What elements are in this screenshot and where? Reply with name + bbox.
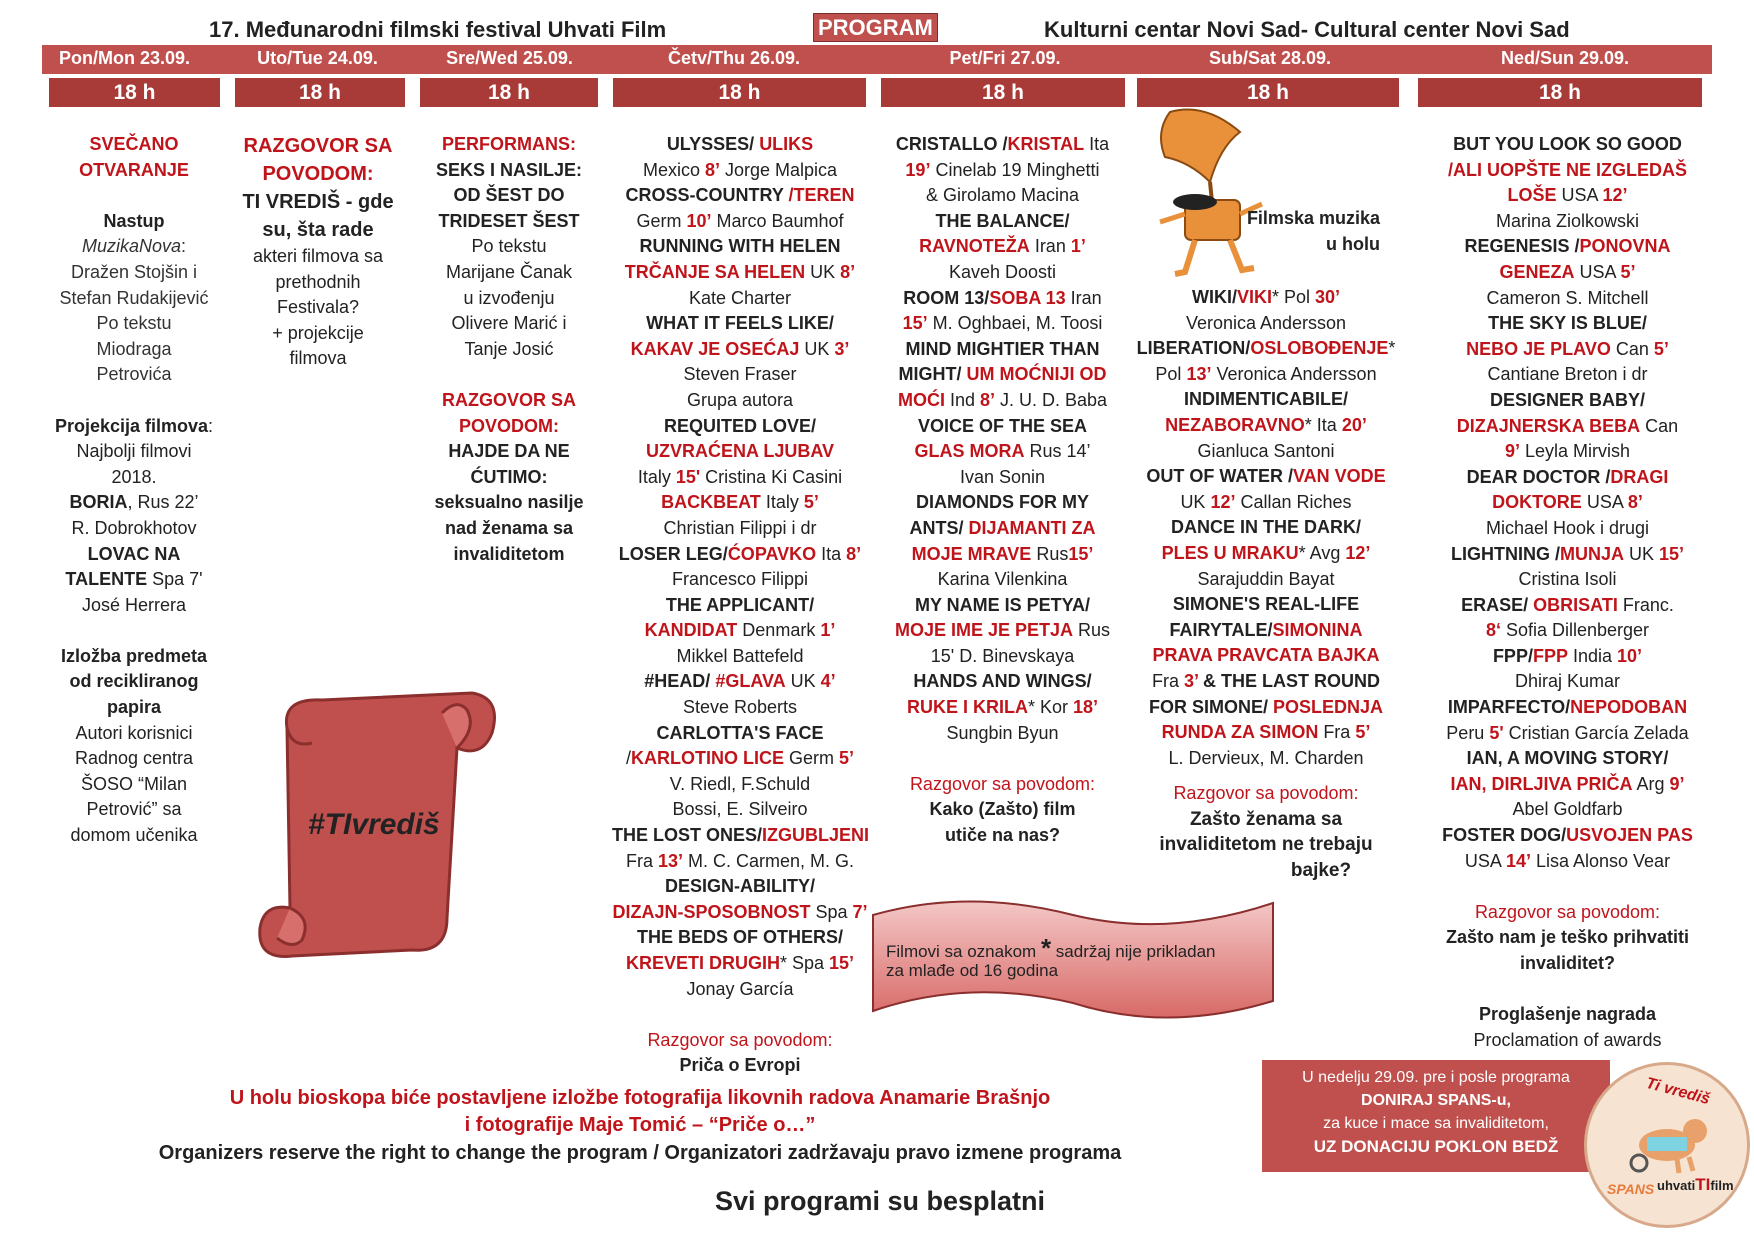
film-title: MIND MIGHTIER THAN: [905, 338, 1100, 359]
day-label-wed: Sre/Wed 25.09.: [446, 48, 573, 68]
film-author: Steven Fraser: [683, 364, 797, 385]
film-title-local: RUKE I KRILA* Kor 18’: [906, 697, 1099, 718]
film-title: WIKI/VIKI* Pol 30’: [1191, 287, 1341, 307]
talk-label: Razgovor sa povodom:: [909, 773, 1096, 794]
opening-title-2: OTVARANJE: [79, 159, 189, 180]
hour-sun: 18 h: [1418, 78, 1702, 107]
hour-fri: 18 h: [881, 78, 1125, 107]
performance-name: SEKS I NASILJE:: [435, 159, 583, 180]
talk-title-2: POVODOM:: [262, 163, 374, 185]
talk-topic: Zašto nam je teško prihvatiti: [1445, 927, 1690, 948]
hour-thu: 18 h: [613, 78, 866, 107]
talk-topic: bajke?: [1290, 860, 1352, 882]
film-title: CROSS-COUNTRY /TEREN: [625, 185, 855, 206]
film-title-local: DIZAJN-SPOSOBNOST Spa 7’: [612, 901, 868, 922]
age-warning-banner: [868, 893, 1278, 1023]
film-title: DEAR DOCTOR /DRAGI: [1466, 466, 1669, 487]
column-tue: [228, 132, 408, 372]
film-title: INDIMENTICABILE/: [1184, 389, 1348, 410]
film-title: LIGHTNING /MUNJA UK 15’: [1450, 543, 1685, 564]
talk-title: RAZGOVOR SA: [243, 135, 393, 157]
text-line: u izvođenju: [463, 287, 555, 308]
film-title: #HEAD/ #GLAVA UK 4’: [644, 671, 836, 692]
film-author: L. Dervieux, M. Charden: [1168, 747, 1364, 768]
film-title: CRISTALLO /KRISTAL Ita: [895, 134, 1110, 154]
talk-topic: invaliditet?: [1519, 953, 1615, 973]
film-title: MIGHT/ UM MOĆNIJI OD: [898, 364, 1107, 385]
film-author: Jonay García: [686, 978, 794, 999]
text-line: Po tekstu: [471, 236, 547, 257]
column-sat: [1130, 285, 1402, 884]
exhibition-title: od recikliranog: [69, 671, 199, 692]
film-meta: 19’ Cinelab 19 Minghetti: [905, 159, 1100, 180]
talk-topic: su, šta rade: [262, 219, 374, 241]
film-title: DIAMONDS FOR MY: [916, 492, 1089, 513]
performance-title: PERFORMANS:: [442, 134, 576, 154]
film-title: WHAT IT FEELS LIKE/: [646, 313, 834, 334]
text-line: Petrovića: [96, 364, 172, 385]
film-meta: Fra 13’ M. C. Carmen, M. G.: [625, 850, 855, 871]
talk-topic: seksualno nasilje: [434, 492, 584, 513]
day-label-tue: Uto/Tue 24.09.: [257, 48, 378, 68]
day-label-mon: Pon/Mon 23.09.: [58, 48, 191, 68]
column-thu: [612, 132, 868, 1079]
film-meta: 15' D. Binevskaya: [930, 645, 1075, 666]
text-line: ŠOSO “Milan: [80, 773, 188, 794]
film-title-local: MOJE IME JE PETJA Rus: [894, 620, 1111, 641]
awards-title: Proglašenje nagrada: [1478, 1004, 1657, 1025]
screening-label: Projekcija filmova:: [54, 415, 214, 436]
film-author: Kate Charter: [688, 287, 792, 308]
film-author: Marina Ziolkowski: [1495, 210, 1640, 231]
program-badge: [813, 15, 938, 41]
talk-topic: utiče na nas?: [944, 825, 1061, 846]
talk-label: Razgovor sa povodom:: [1474, 901, 1661, 922]
talk-title: RAZGOVOR SA: [441, 389, 576, 410]
film-title: THE LOST ONES/IZGUBLJENI: [612, 825, 870, 846]
film-meta: 9’ Leyla Mirvish: [1504, 441, 1631, 462]
film-entry: TALENTE Spa 7': [65, 569, 203, 590]
text-line: akteri filmova sa: [252, 246, 384, 266]
film-title-local: /KARLOTINO LICE Germ 5’: [625, 748, 855, 769]
film-title: THE BEDS OF OTHERS/: [636, 927, 843, 948]
film-title: ERASE/ OBRISATI Franc.: [1461, 594, 1674, 615]
film-meta: USA 14’ Lisa Alonso Vear: [1464, 850, 1671, 871]
talk-topic: invaliditetom: [453, 543, 565, 564]
text-line: Miodraga: [96, 338, 172, 359]
talk-topic: HAJDE DA NE: [448, 441, 570, 462]
talk-label: Razgovor sa povodom:: [1173, 783, 1359, 804]
film-meta: Fra 3’ & THE LAST ROUND: [1151, 670, 1381, 691]
film-meta: Peru 5' Cristian García Zelada: [1446, 722, 1689, 743]
organizers-note: Organizers reserve the right to change the program / Organizatori zadržavaju pravo izmene programa: [158, 1142, 1122, 1164]
text-line: Najbolji filmovi: [76, 441, 192, 462]
film-title-local: DOKTORE USA 8’: [1492, 492, 1643, 513]
spans-badge: [1584, 1062, 1750, 1228]
text-line: R. Dobrokhotov: [71, 517, 197, 538]
talk-topic: Priča o Evropi: [679, 1055, 801, 1076]
film-title: REGENESIS /PONOVNA: [1464, 236, 1671, 257]
awards-subtitle: Proclamation of awards: [1473, 1029, 1662, 1050]
film-author: Francesco Filippi: [671, 569, 809, 590]
talk-topic: ĆUTIMO:: [470, 466, 548, 487]
film-author: Cristina Isoli: [1518, 569, 1617, 590]
venue-title: Kulturni centar Novi Sad- Cultural center Novi Sad: [1044, 17, 1570, 42]
exhibition-title: Izložba predmeta: [60, 645, 208, 666]
music-hall-note: [1240, 206, 1380, 257]
film-author: Kaveh Doosti: [948, 261, 1057, 282]
column-fri: [880, 132, 1125, 849]
free-programs-note: Svi programi su besplatni: [714, 1186, 1046, 1216]
film-title: BACKBEAT Italy 5’: [661, 492, 819, 513]
film-author: Grupa autora: [686, 389, 794, 410]
film-author: Gianluca Santoni: [1197, 440, 1335, 461]
film-title: FAIRYTALE/SIMONINA: [1169, 619, 1363, 640]
film-title: FOSTER DOG/USVOJEN PAS: [1442, 825, 1693, 846]
film-author: V. Riedl, F.Schuld: [669, 773, 811, 794]
badge-top-text: Ti vrediš: [1644, 1074, 1712, 1109]
film-title: BUT YOU LOOK SO GOOD: [1453, 134, 1682, 154]
text-line: Petrović” sa: [86, 799, 182, 820]
film-title-local: GLAS MORA Rus 14’: [914, 441, 1091, 462]
film-title-local: LOŠE USA 12’: [1507, 185, 1628, 206]
film-author: Bossi, E. Silveiro: [672, 799, 808, 820]
hour-tue: 18 h: [235, 78, 405, 107]
talk-topic: Zašto ženama sa: [1189, 808, 1343, 830]
talk-topic: Kako (Zašto) film: [929, 799, 1076, 820]
music-line: u holu: [1326, 233, 1380, 254]
talk-topic: nad ženama sa: [444, 517, 574, 538]
banner-line-2: za mlađe od 16 godina: [886, 961, 1059, 980]
program-badge-label: PROGRAM: [813, 13, 938, 42]
banner-line-1: Filmovi sa oznakom * sadržaj nije prikladan: [886, 933, 1216, 963]
text-line: José Herrera: [81, 594, 187, 615]
film-title: FOR SIMONE/ POSLEDNJA: [1148, 696, 1384, 717]
film-title: THE APPLICANT/: [665, 594, 815, 615]
film-title-local: RAVNOTEŽA Iran 1’: [919, 236, 1086, 257]
film-author: Cameron S. Mitchell: [1486, 287, 1649, 308]
film-title-local: RUNDA ZA SIMON Fra 5’: [1161, 722, 1371, 743]
film-author: Veronica Andersson: [1185, 312, 1347, 333]
talk-title-2: POVODOM:: [458, 415, 559, 436]
film-author: Michael Hook i drugi: [1485, 517, 1650, 538]
opening-title: SVEČANO: [89, 134, 179, 154]
film-title: DANCE IN THE DARK/: [1170, 517, 1361, 538]
film-meta: Italy 15' Cristina Ki Casini: [637, 466, 843, 487]
day-label-fri: Pet/Fri 27.09.: [949, 48, 1061, 68]
talk-topic: invaliditetom ne trebaju: [1159, 834, 1373, 856]
dog-icon: [1617, 1107, 1717, 1177]
column-sun: [1420, 132, 1715, 1053]
text-line: Olivere Marić i: [451, 313, 567, 334]
film-author: Sarajuddin Bayat: [1197, 568, 1335, 589]
film-author: Karina Vilenkina: [937, 569, 1068, 590]
film-title: SIMONE'S REAL-LIFE: [1172, 594, 1360, 615]
hour-sat: 18 h: [1137, 78, 1399, 107]
film-title-local: DIZAJNERSKA BEBA Can: [1456, 415, 1679, 436]
film-title: LOSER LEG/ĆOPAVKO Ita 8’: [618, 543, 862, 564]
text-line: domom učenika: [70, 825, 198, 846]
film-title-local: /ALI UOPŠTE NE IZGLEDAŠ: [1447, 159, 1688, 180]
film-title: DESIGNER BABY/: [1489, 389, 1646, 410]
text-line: Dražen Stojšin i: [70, 261, 198, 282]
text-line: Marijane Čanak: [445, 261, 573, 282]
film-author: Abel Goldfarb: [1512, 799, 1623, 820]
performance-name: TRIDESET ŠEST: [438, 210, 580, 231]
film-title: IMPARFECTO/NEPODOBAN: [1447, 697, 1688, 718]
scroll-illustration: [252, 688, 502, 973]
film-title: CARLOTTA'S FACE: [656, 722, 824, 743]
film-meta: Pol 13’ Veronica Andersson: [1155, 363, 1377, 384]
film-entry: BORIA, Rus 22’: [69, 492, 199, 513]
text-line: 2018.: [111, 466, 157, 487]
text-line: Radnog centra: [74, 748, 194, 769]
music-line: Filmska muzika: [1246, 208, 1380, 228]
film-meta: UK 12’ Callan Riches: [1180, 491, 1352, 512]
film-title: ROOM 13/SOBA 13 Iran: [903, 287, 1102, 308]
film-author: Christian Filippi i dr: [663, 517, 817, 538]
film-title: THE SKY IS BLUE/: [1488, 313, 1647, 334]
text-line: Autori korisnici: [75, 722, 193, 743]
exhibit-note-2: i fotografije Maje Tomić – “Priče o…”: [464, 1114, 816, 1136]
text-line: Festivala?: [276, 297, 360, 318]
exhibit-note-1: U holu bioskopa biće postavljene izložbe fotografija likovnih radova Anamarie Brašnjo: [229, 1087, 1051, 1109]
film-title-local: KAKAV JE OSEĆAJ UK 3’: [630, 338, 850, 359]
film-title-local: MOJE MRAVE Rus15’: [911, 543, 1094, 564]
film-entry: LOVAC NA: [87, 543, 181, 564]
text-line: prethodnih: [275, 271, 361, 292]
film-meta: Germ 10’ Marco Baumhof: [636, 210, 844, 231]
film-title-local: KANDIDAT Denmark 1’: [644, 620, 836, 641]
film-title: RUNNING WITH HELEN: [639, 236, 841, 257]
day-label-sat: Sub/Sat 28.09.: [1208, 48, 1332, 68]
badge-brand: uhvatiTIfilm: [1657, 1175, 1734, 1194]
donate-line: DONIRAJ SPANS-u,: [1361, 1092, 1511, 1109]
column-mon: [46, 132, 222, 849]
film-title: VOICE OF THE SEA: [917, 415, 1088, 436]
film-title-local: MOĆI Ind 8’ J. U. D. Baba: [897, 389, 1108, 410]
film-author: Ivan Sonin: [959, 466, 1046, 487]
film-title-local: IAN, DIRLJIVA PRIČA Arg 9’: [1450, 773, 1685, 794]
day-label-thu: Četv/Thu 26.09.: [667, 48, 801, 68]
film-author: Dhiraj Kumar: [1514, 671, 1621, 692]
film-title: LIBERATION/OSLOBOĐENJE*: [1136, 338, 1396, 359]
film-title-local: TRČANJE SA HELEN UK 8’: [624, 261, 856, 282]
film-title: IAN, A MOVING STORY/: [1466, 748, 1669, 769]
day-label-sun: Ned/Sun 29.09.: [1500, 48, 1630, 68]
hour-wed: 18 h: [420, 78, 598, 107]
hour-mon: 18 h: [49, 78, 220, 107]
film-title-local: GENEZA USA 5’: [1499, 261, 1636, 282]
film-title: THE BALANCE/: [935, 210, 1070, 231]
film-author: Sungbin Byun: [946, 722, 1059, 743]
performance-label: Nastup: [103, 210, 165, 231]
talk-topic: TI VREDIŠ - gde: [242, 191, 394, 213]
text-line: filmova: [289, 348, 347, 369]
film-title: HANDS AND WINGS/: [913, 671, 1092, 692]
film-meta: Mexico 8’ Jorge Malpica: [642, 159, 838, 180]
film-title: MY NAME IS PETYA/: [914, 594, 1091, 615]
film-author: Cantiane Breton i dr: [1487, 364, 1648, 385]
film-title-local: NEBO JE PLAVO Can 5’: [1466, 338, 1669, 359]
film-title-local: PRAVA PRAVCATA BAJKA: [1152, 645, 1380, 666]
performance-name: OD ŠEST DO: [453, 185, 565, 206]
film-title-local: NEZABORAVNO* Ita 20’: [1165, 414, 1367, 435]
badge-spans: SPANS: [1607, 1181, 1655, 1197]
film-title: REQUITED LOVE/: [663, 415, 816, 436]
film-author: Steve Roberts: [682, 697, 798, 718]
film-title-local: KREVETI DRUGIH* Spa 15’: [625, 953, 855, 973]
film-title: ULYSSES/ ULIKS: [666, 134, 814, 154]
column-wed: [420, 132, 598, 567]
donate-line: UZ DONACIJU POKLON BEDŽ: [1313, 1137, 1559, 1156]
donate-line: za kuce i mace sa invaliditetom,: [1323, 1115, 1549, 1132]
text-line: Po tekstu: [96, 313, 172, 334]
donation-box: [1262, 1060, 1610, 1172]
film-meta: 15’ M. Oghbaei, M. Toosi: [902, 313, 1103, 334]
film-title: OUT OF WATER /VAN VODE: [1146, 466, 1386, 487]
film-title: ANTS/ DIJAMANTI ZA: [909, 517, 1096, 538]
text-line: Tanje Josić: [464, 338, 554, 359]
film-title: FPP/FPP India 10’: [1492, 645, 1643, 666]
film-title: DESIGN-ABILITY/: [664, 876, 815, 897]
film-title-local: UZVRAĆENA LJUBAV: [645, 441, 834, 462]
text-line: + projekcije: [272, 322, 364, 343]
film-author: & Girolamo Macina: [925, 185, 1080, 206]
exhibition-title: papira: [106, 697, 162, 718]
performer-group: MuzikaNova:: [81, 236, 187, 257]
film-meta: 8‘ Sofia Dillenberger: [1485, 620, 1650, 641]
festival-title: 17. Međunarodni filmski festival Uhvati Film: [209, 17, 667, 42]
donate-line: U nedelju 29.09. pre i posle programa: [1302, 1069, 1570, 1086]
film-title-local: PLES U MRAKU* Avg 12’: [1161, 542, 1371, 563]
scroll-text: #TIvrediš: [308, 808, 440, 841]
text-line: Stefan Rudakijević: [59, 287, 209, 308]
talk-label: Razgovor sa povodom:: [647, 1029, 833, 1050]
film-author: Mikkel Battefeld: [676, 645, 804, 666]
